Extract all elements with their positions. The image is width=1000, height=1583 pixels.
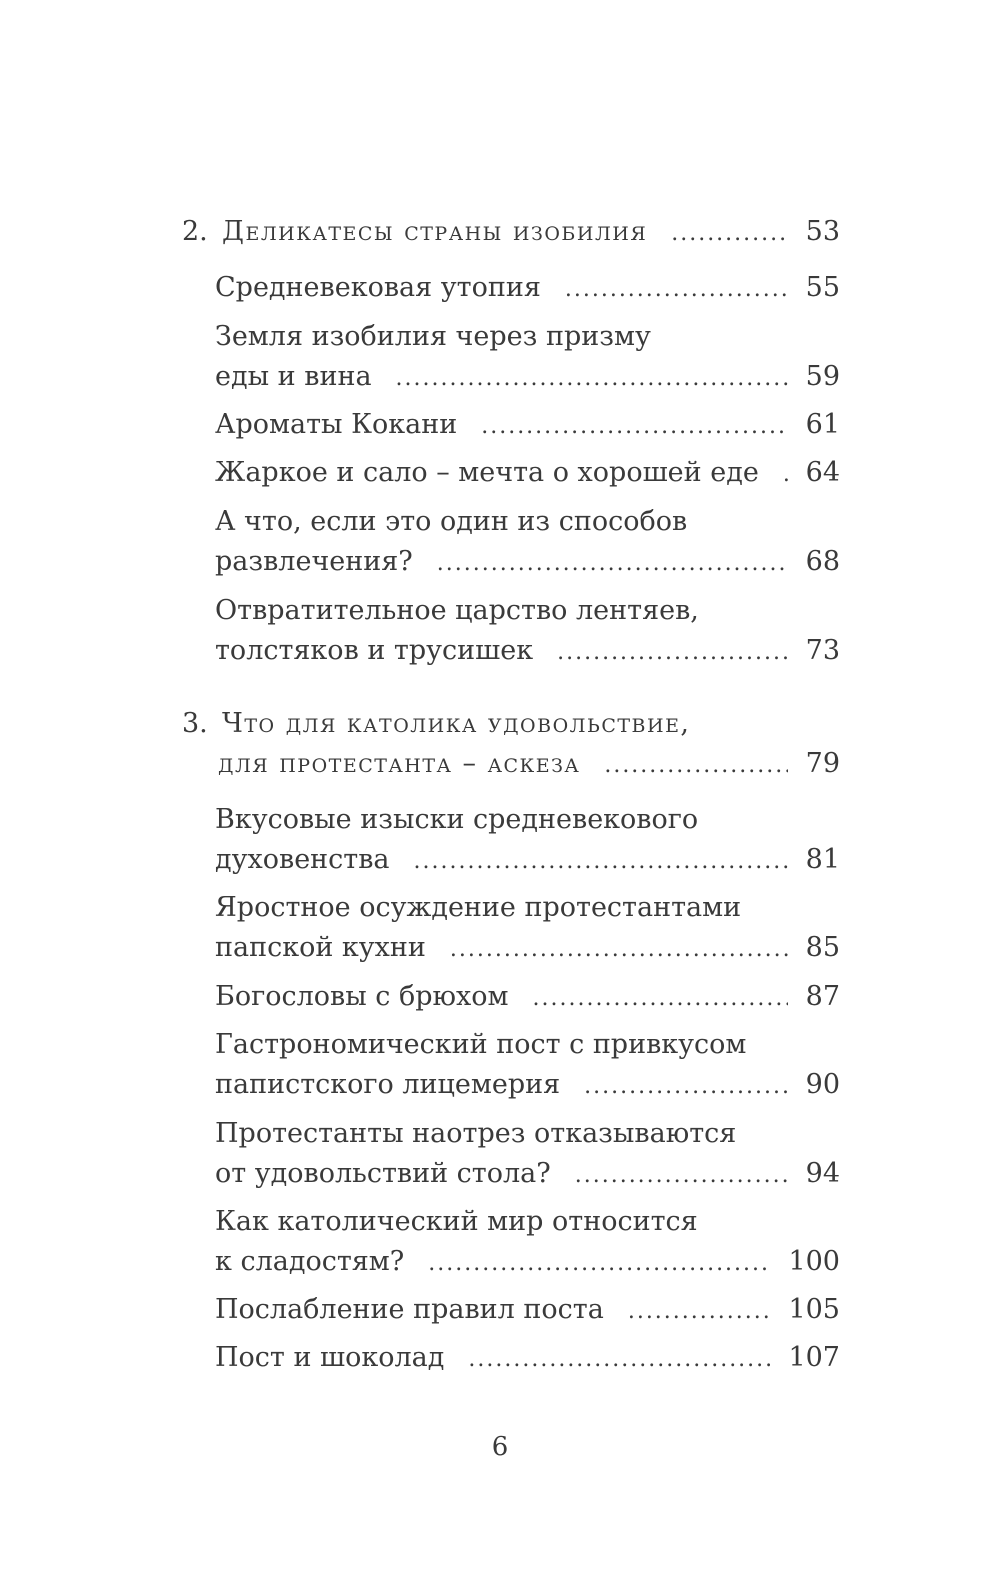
dot-leader: [557, 635, 788, 671]
dot-leader: [481, 409, 787, 445]
section-title: Ароматы Кокани: [215, 409, 458, 440]
section-title-cont: еды и вина: [215, 361, 372, 392]
section-title: Послабление правил поста: [215, 1294, 604, 1325]
section-title: Богословы с брюхом: [215, 981, 509, 1012]
toc-section[interactable]: [215, 1244, 840, 1282]
toc-section[interactable]: [215, 842, 840, 880]
toc-section-line[interactable]: [215, 1116, 840, 1152]
section-title: Средневековая утопия: [215, 272, 541, 303]
dot-leader: [468, 1342, 770, 1378]
section-title-cont: от удовольствий стола?: [215, 1158, 551, 1189]
toc-section-line[interactable]: [215, 319, 840, 355]
toc-chapter-3[interactable]: [218, 746, 840, 784]
dot-leader: [671, 216, 787, 252]
dot-leader: [414, 844, 788, 880]
chapter-title: Что для католика удовольствие,: [222, 708, 691, 739]
toc-chapter-3-line[interactable]: [182, 706, 840, 742]
dot-leader: [783, 457, 788, 493]
section-title: Как католический мир относится: [215, 1206, 698, 1237]
page-number: 61: [805, 409, 840, 440]
section-title: Яростное осуждение протестантами: [215, 892, 742, 923]
section-title: Отвратительное царство лентяев,: [215, 595, 699, 626]
section-title-cont: толстяков и трусишек: [215, 635, 534, 666]
toc-section-line[interactable]: [215, 1027, 840, 1063]
section-title-cont: развлечения?: [215, 546, 413, 577]
page-number: 107: [788, 1342, 840, 1373]
page-number: 79: [805, 748, 840, 779]
toc-section[interactable]: [215, 930, 840, 968]
section-title-cont: папской кухни: [215, 932, 426, 963]
page-number: 64: [805, 457, 840, 488]
page-folio: 6: [491, 1432, 509, 1462]
dot-leader: [575, 1158, 788, 1194]
dot-leader: [584, 1069, 787, 1105]
section-title: Земля изобилия через призму: [215, 321, 651, 352]
page-number: 53: [805, 216, 840, 247]
page-number: 81: [805, 844, 840, 875]
toc-section[interactable]: [215, 1156, 840, 1194]
dot-leader: [604, 748, 787, 784]
toc-section-line[interactable]: [215, 802, 840, 838]
toc-section-line[interactable]: [215, 504, 840, 540]
toc-section-line[interactable]: [215, 593, 840, 629]
toc-section-line[interactable]: [215, 1204, 840, 1240]
dot-leader: [565, 272, 788, 308]
section-title-cont: духовенства: [215, 844, 390, 875]
page-number: 85: [805, 932, 840, 963]
toc-section[interactable]: [215, 407, 840, 445]
toc-section[interactable]: [215, 270, 840, 308]
section-title: Гастрономический пост с привкусом: [215, 1029, 747, 1060]
toc-chapter-2[interactable]: [182, 214, 840, 252]
page-number: 90: [805, 1069, 840, 1100]
section-title: Жаркое и сало – мечта о хорошей еде: [215, 457, 759, 488]
chapter-title-cont: для протестанта – аскеза: [218, 748, 581, 779]
toc-section[interactable]: [215, 455, 840, 493]
toc-section[interactable]: [215, 1340, 840, 1378]
toc-section[interactable]: [215, 979, 840, 1017]
dot-leader: [437, 546, 788, 582]
page-number: 59: [805, 361, 840, 392]
section-title-cont: папистского лицемерия: [215, 1069, 561, 1100]
dot-leader: [428, 1246, 770, 1282]
section-title: А что, если это один из способов: [215, 506, 688, 537]
page-number: 87: [805, 981, 840, 1012]
toc-section-line[interactable]: [215, 890, 840, 926]
page-number: 105: [788, 1294, 840, 1325]
toc-section[interactable]: [215, 359, 840, 397]
dot-leader: [533, 981, 788, 1017]
page-number: 73: [805, 635, 840, 666]
dot-leader: [628, 1294, 771, 1330]
toc-section[interactable]: [215, 1292, 840, 1330]
section-title: Пост и шоколад: [215, 1342, 445, 1373]
chapter-title: Деликатесы страны изобилия: [222, 216, 648, 247]
section-title: Протестанты наотрез отказываются: [215, 1118, 737, 1149]
dot-leader: [450, 932, 788, 968]
chapter-number: 2.: [182, 216, 208, 247]
page-number: 100: [788, 1246, 840, 1277]
chapter-number: 3.: [182, 708, 208, 739]
toc-section[interactable]: [215, 1067, 840, 1105]
toc-section[interactable]: [215, 633, 840, 671]
section-title-cont: к сладостям?: [215, 1246, 405, 1277]
dot-leader: [396, 361, 788, 397]
toc-section[interactable]: [215, 544, 840, 582]
page-number: 55: [805, 272, 840, 303]
section-title: Вкусовые изыски средневекового: [215, 804, 699, 835]
page-number: 68: [805, 546, 840, 577]
page-number: 94: [805, 1158, 840, 1189]
